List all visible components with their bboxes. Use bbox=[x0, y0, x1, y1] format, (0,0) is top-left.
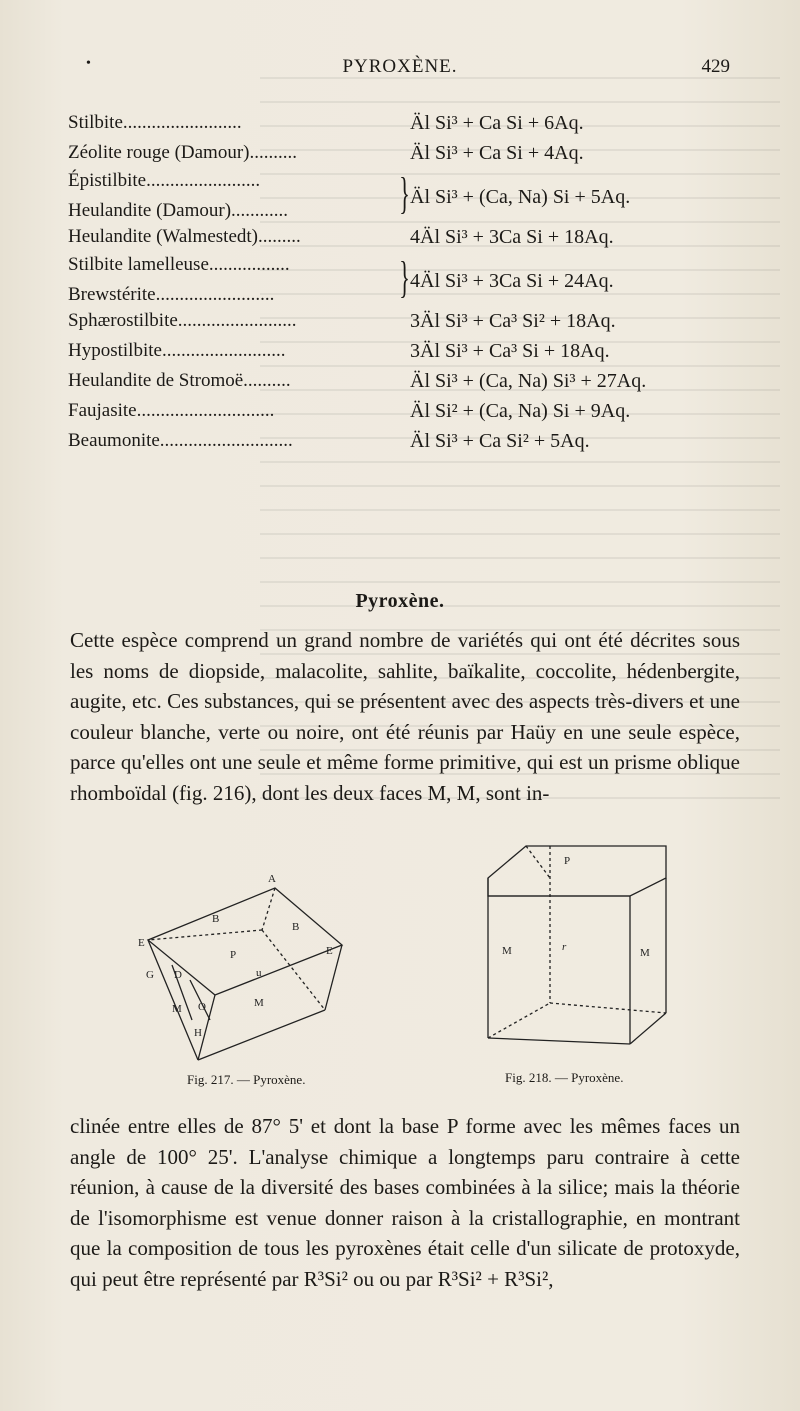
mineral-name: Heulandite de Stromoë.......... bbox=[68, 370, 291, 391]
fig-label: D bbox=[174, 969, 182, 981]
fig-label: E bbox=[138, 937, 145, 949]
fig-label: M bbox=[254, 997, 264, 1009]
list-item bbox=[68, 108, 738, 138]
fig-label: u bbox=[256, 967, 262, 979]
fig-label: O bbox=[198, 1001, 206, 1013]
fig-label: M bbox=[172, 1003, 182, 1015]
mineral-name: Sphærostilbite......................... bbox=[68, 310, 297, 331]
brace-glyph: } bbox=[399, 169, 410, 218]
figure-218-prism-drawing bbox=[480, 838, 680, 1058]
list-item bbox=[68, 366, 738, 396]
mineral-formula: Äl Si³ + Ca Si² + 5Aq. bbox=[410, 430, 590, 452]
fig-label: B bbox=[292, 921, 300, 933]
mineral-formula: 4Äl Si³ + 3Ca Si + 24Aq. bbox=[410, 270, 614, 292]
list-item bbox=[68, 252, 738, 306]
body-paragraph: Cette espèce comprend un grand nombre de variétés qui ont été décrites sous les noms de diopside, malacolite, sahlite, baïkalite, coccolite, hédenbergite, augite, etc. Ces substances, qui se présentent avec des aspects très-divers et une couleur blanche, verte ou noire, ont été réunis par Haüy en une seule espèce, parce qu'elles ont une seule et même forme primitive, qui est un prisme oblique rhomboïdal (fig. 216), dont les deux faces M, M, sont in- bbox=[70, 628, 740, 805]
brace-glyph: } bbox=[399, 253, 410, 302]
header-marker: • bbox=[86, 56, 91, 71]
fig-label: H bbox=[194, 1027, 202, 1039]
section-title: Pyroxène. bbox=[355, 590, 445, 612]
mineral-formula: Äl Si³ + (Ca, Na) Si + 5Aq. bbox=[410, 186, 631, 208]
list-item bbox=[68, 222, 738, 252]
mineral-formula: 4Äl Si³ + 3Ca Si + 18Aq. bbox=[410, 226, 614, 248]
list-item bbox=[68, 168, 738, 222]
mineral-name: Stilbite......................... bbox=[68, 112, 242, 133]
figure-218-caption: Fig. 218. — Pyroxène. bbox=[505, 1070, 624, 1085]
fig-label: P bbox=[564, 855, 571, 867]
list-item bbox=[68, 306, 738, 336]
mineral-name: Zéolite rouge (Damour).......... bbox=[68, 142, 297, 163]
mineral-name: Beaumonite............................ bbox=[68, 430, 293, 451]
fig-label: B bbox=[212, 913, 220, 925]
body-paragraph: clinée entre elles de 87° 5' et dont la base P forme avec les mêmes faces un angle de 100° 25'. L'analyse chimique a longtemps paru contraire à cette réunion, à cause de la diversité des bases combinées à la silice; mais la théorie de l'isomorphisme est venue donner raison à la cristallographie, en montrant que la composition de tous les pyroxènes était celle d'un silicate de protoxyde, qui peut être représenté par R³Si² ou ou par R³Si² + R³Si², bbox=[70, 1114, 740, 1291]
fig-label: M bbox=[502, 945, 512, 957]
fig-label: E bbox=[326, 945, 333, 957]
mineral-formula-list bbox=[68, 108, 738, 456]
mineral-name: Heulandite (Damour)............ bbox=[68, 200, 289, 221]
figure-217-caption: Fig. 217. — Pyroxène. bbox=[187, 1072, 306, 1087]
mineral-name: Hypostilbite.......................... bbox=[68, 340, 286, 361]
mineral-formula: 3Äl Si³ + Ca³ Si² + 18Aq. bbox=[410, 310, 616, 332]
fig-label: G bbox=[146, 969, 154, 981]
fig-label: P bbox=[230, 949, 237, 961]
page-number: 429 bbox=[701, 56, 730, 77]
list-item bbox=[68, 336, 738, 366]
mineral-formula: Äl Si³ + (Ca, Na) Si³ + 27Aq. bbox=[410, 370, 647, 392]
figure-217-prism-drawing bbox=[130, 870, 350, 1070]
fig-label: r bbox=[562, 941, 567, 953]
mineral-name: Heulandite (Walmestedt)......... bbox=[68, 226, 301, 247]
fig-label: M bbox=[640, 947, 650, 959]
mineral-name: Faujasite............................. bbox=[68, 400, 275, 421]
fig-label: A bbox=[268, 873, 276, 885]
mineral-formula: Äl Si³ + Ca Si + 6Aq. bbox=[410, 112, 584, 134]
list-item bbox=[68, 426, 738, 456]
mineral-name: Brewstérite......................... bbox=[68, 284, 275, 305]
list-item bbox=[68, 396, 738, 426]
running-title: PYROXÈNE. bbox=[342, 56, 458, 77]
mineral-formula: Äl Si³ + Ca Si + 4Aq. bbox=[410, 142, 584, 164]
mineral-name: Stilbite lamelleuse................. bbox=[68, 254, 290, 275]
mineral-formula: 3Äl Si³ + Ca³ Si + 18Aq. bbox=[410, 340, 610, 362]
mineral-name: Épistilbite........................ bbox=[68, 170, 261, 191]
mineral-formula: Äl Si² + (Ca, Na) Si + 9Aq. bbox=[410, 400, 631, 422]
list-item bbox=[68, 138, 738, 168]
